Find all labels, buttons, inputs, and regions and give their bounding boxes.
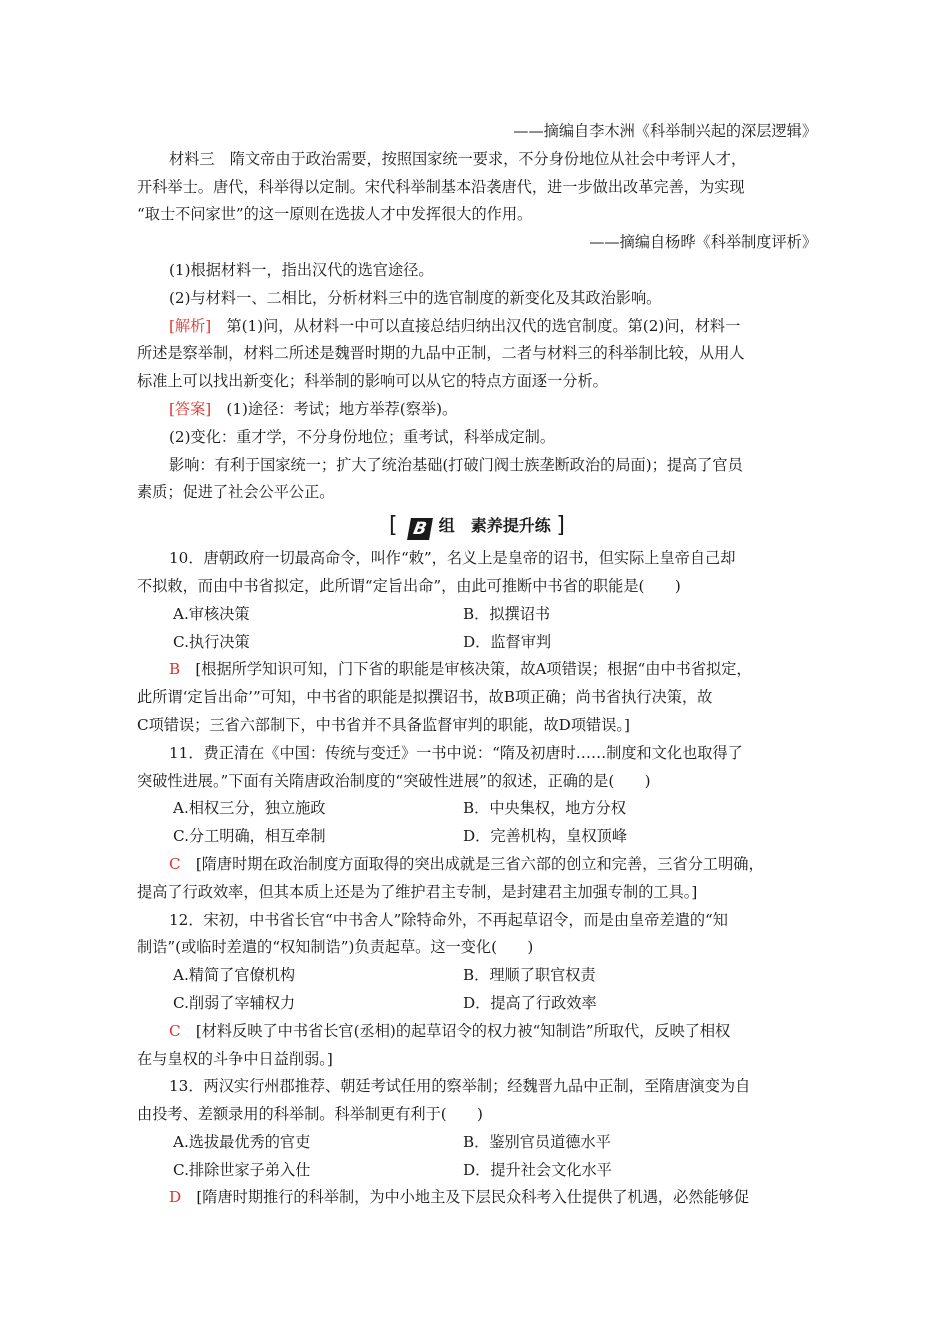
option-c: C.分工明确，相互牵制 [173, 827, 326, 846]
option-d: D．提高了行政效率 [463, 993, 597, 1012]
section-title: 组 素养提升练 [438, 516, 551, 536]
analysis-tag: [解析] [169, 316, 212, 335]
option-c: C.削弱了宰辅权力 [173, 993, 296, 1012]
answer-paragraph: (2)变化：重才学，不分身份地位；重考试，科举成定制。 [169, 427, 556, 446]
option-d: D．监督审判 [463, 632, 552, 651]
question-12-options [137, 990, 817, 1018]
option-c: C.执行决策 [173, 632, 250, 651]
question-part-2: (2)与材料一、二相比，分析材料三中的选官制度的新变化及其政治影响。 [169, 288, 662, 307]
question-10-explanation: B [根据所学知识可知，门下省的职能是审核决策，故A项错误；根据“由中书省拟定， [169, 660, 752, 679]
question-12-explanation: C [材料反映了中书省长官(丞相)的起草诏令的权力被“知制诰”所取代，反映了相权 [169, 1021, 731, 1040]
question-12-stem: 12．宋初，中书省长官“中书舍人”除特命外，不再起草诏令，而是由皇帝差遣的“知 [169, 910, 728, 929]
option-a: A.精简了官僚机构 [173, 966, 296, 985]
question-11-explanation: C [隋唐时期在政治制度方面取得的突出成就是三省六部的创立和完善，三省分工明确， [169, 854, 764, 873]
question-13-stem: 由投考、差额录用的科举制。科举制更有利于( ) [137, 1105, 483, 1124]
question-10-options [137, 601, 817, 629]
question-13-explanation: D [隋唐时期推行的科举制，为中小地主及下层民众科考入仕提供了机遇，必然能够促 [169, 1188, 750, 1207]
section-bracket-close: ] [556, 513, 565, 539]
answer-letter: D [169, 1188, 182, 1207]
material-three-text: “取士不问家世”的这一原则在选拔人才中发挥很大的作用。 [137, 205, 533, 224]
question-11-stem: 11．费正清在《中国：传统与变迁》一书中说：“隋及初唐时……制度和文化也取得了 [169, 743, 743, 762]
option-d: D．提升社会文化水平 [463, 1160, 612, 1179]
option-b: B．理顺了职官权责 [463, 966, 596, 985]
option-a: A.审核决策 [173, 604, 250, 623]
option-c: C.排除世家子弟入仕 [173, 1160, 311, 1179]
source-citation-2: ——摘编自杨晔《科举制度评析》 [589, 233, 817, 252]
option-a: A.相权三分，独立施政 [173, 799, 326, 818]
option-b: B．中央集权，地方分权 [463, 799, 627, 818]
answer-paragraph: 影响：有利于国家统一；扩大了统治基础(打破门阀士族垄断政治的局面)；提高了官员 [169, 455, 743, 474]
material-three-text: 材料三 隋文帝由于政治需要，按照国家统一要求，不分身份地位从社会中考评人才， [169, 149, 747, 168]
question-13-options [137, 1129, 817, 1157]
question-13-options [137, 1157, 817, 1185]
question-12-options [137, 962, 817, 990]
analysis-paragraph: 标准上可以找出新变化；科举制的影响可以从它的特点方面逐一分析。 [137, 372, 608, 391]
question-12-explanation: 在与皇权的斗争中日益削弱。] [137, 1049, 333, 1068]
question-12-stem: 制诰”(或临时差遣的“权知制诰”)负责起草。这一变化( ) [137, 938, 534, 957]
analysis-paragraph: [解析] 第(1)问，从材料一中可以直接总结归纳出汉代的选官制度。第(2)问，材料一 [169, 316, 741, 335]
option-b: B．拟撰诏书 [463, 604, 551, 623]
answer-letter: C [169, 1021, 181, 1040]
question-10-explanation: 此所谓‘定旨出命’”可知，中书省的职能是拟撰诏书，故B项正确；尚书省执行决策，故 [137, 688, 713, 707]
option-b: B．鉴别官员道德水平 [463, 1132, 611, 1151]
answer-letter: B [169, 660, 181, 679]
option-a: A.选拔最优秀的官吏 [173, 1132, 311, 1151]
question-11-explanation: 提高了行政效率，但其本质上还是为了维护君主专制，是封建君主加强专制的工具。] [137, 882, 698, 901]
analysis-paragraph: 所述是察举制，材料二所述是魏晋时期的九品中正制，二者与材料三的科举制比较，从用人 [137, 344, 745, 363]
question-11-stem: 突破性进展。”下面有关隋唐政治制度的“突破性进展”的叙述，正确的是( ) [137, 771, 651, 790]
question-10-explanation: C项错误；三省六部制下，中书省并不具备监督审判的职能，故D项错误。] [137, 715, 630, 734]
source-citation-1: ——摘编自李木洲《科举制兴起的深层逻辑》 [513, 122, 817, 140]
section-heading [137, 507, 817, 545]
question-10-options [137, 629, 817, 657]
answer-tag: [答案] [169, 399, 212, 418]
question-10-stem: 10．唐朝政府一切最高命令，叫作“敕”，名义上是皇帝的诏书，但实际上皇帝自己却 [169, 549, 736, 568]
section-letter-badge: B [407, 518, 433, 540]
question-part-1: (1)根据材料一，指出汉代的选官途径。 [169, 260, 434, 279]
option-d: D．完善机构，皇权顶峰 [463, 827, 628, 846]
section-bracket-open: [ [389, 513, 398, 539]
question-10-stem: 不拟敕，而由中书省拟定，此所谓“定旨出命”，由此可推断中书省的职能是( ) [137, 576, 681, 595]
question-11-options [137, 795, 817, 823]
answer-paragraph: 素质；促进了社会公平公正。 [137, 483, 335, 502]
question-13-stem: 13．两汉实行州郡推荐、朝廷考试任用的察举制；经魏晋九品中正制，至隋唐演变为自 [169, 1077, 751, 1096]
answer-letter: C [169, 854, 181, 873]
page-content [137, 118, 817, 1212]
answer-paragraph: [答案] (1)途径：考试；地方举荐(察举)。 [169, 399, 458, 418]
question-11-options [137, 823, 817, 851]
material-three-text: 开科举士。唐代，科举得以定制。宋代科举制基本沿袭唐代，进一步做出改革完善，为实现 [137, 177, 745, 196]
